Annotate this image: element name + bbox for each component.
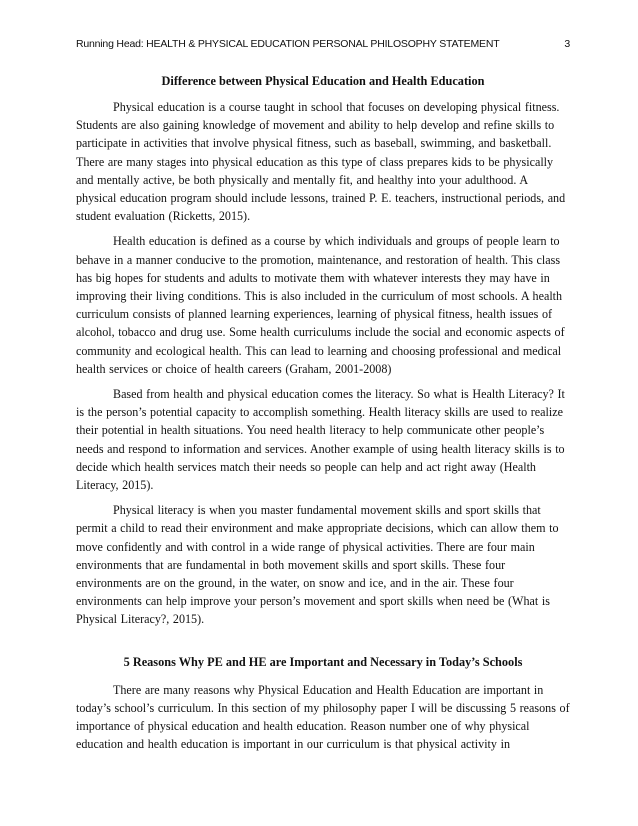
running-head bbox=[76, 38, 570, 50]
paragraph-physical-education: Physical education is a course taught in school that focuses on developing physical fitness. Students are also gaining knowledge of movement and ability to help develop and refine skills to participate in activities that involve physical fitness, such as baseball, swimming, and basketball. There are many stages into physical education as this type of class prepares kids to be physically and mentally active, be both physically and mentally fit, and healthy into your adulthood. A physical education program should include lessons, trained P. E. teachers, instructional periods, and student evaluation (Ricketts, 2015). bbox=[76, 100, 566, 224]
paragraph-health-education: Health education is defined as a course by which individuals and groups of people learn to behave in a manner conducive to the promotion, maintenance, and restoration of health. This class has big hopes for students and adults to motivate them with whatever interests they may have in improving their living conditions. This is also included in the curriculum of most schools. A health curriculum consists of planned learning experiences, learning of physical fitness, health issues of alcohol, tobacco and drug use. Some health curriculums include the social and economic aspects of community and ecological health. This can lead to learning and choosing professional and medical health services or choice of health careers (Graham, 2001-2008) bbox=[76, 234, 565, 376]
paragraph-physical-literacy: Physical literacy is when you master fundamental movement skills and sport skills that permit a child to read their environment and make appropriate decisions, which can allow them to move confidently and with control in a wide range of physical activities. There are four main environments that are fundamental in both movement skills and sport skills. These four environments are on the ground, in the water, on snow and ice, and in the air. These four environments can help improve your person’s movement and sport skills when need be (What is Physical Literacy?, 2015). bbox=[76, 503, 559, 627]
section-heading-five-reasons: 5 Reasons Why PE and HE are Important and Necessary in Today’s Schools bbox=[123, 654, 523, 669]
running-head-title: Running Head: HEALTH & PHYSICAL EDUCATION PERSONAL PHILOSOPHY STATEMENT bbox=[76, 38, 500, 50]
section-heading-difference: Difference between Physical Education and Health Education bbox=[161, 74, 485, 88]
paragraph-health-literacy: Based from health and physical education comes the literacy. So what is Health Literacy? It is the person’s potential capacity to accomplish something. Health literacy skills are used to realize their potential in health situations. You need health literacy to help communicate other people’s needs and respond to information and services. Another example of using health literacy skills is to decide which health services match their needs so people can help and act right away (Health Literacy, 2015). bbox=[76, 387, 565, 493]
page-number: 3 bbox=[564, 38, 570, 50]
paragraph-reasons-intro: There are many reasons why Physical Education and Health Education are important in today’s school’s curriculum. In this section of my philosophy paper I will be discussing 5 reasons of importance of physical education and health education. Reason number one of why physical education and health education is important in our curriculum is that physical activity in bbox=[76, 682, 570, 752]
document-body bbox=[76, 60, 570, 761]
